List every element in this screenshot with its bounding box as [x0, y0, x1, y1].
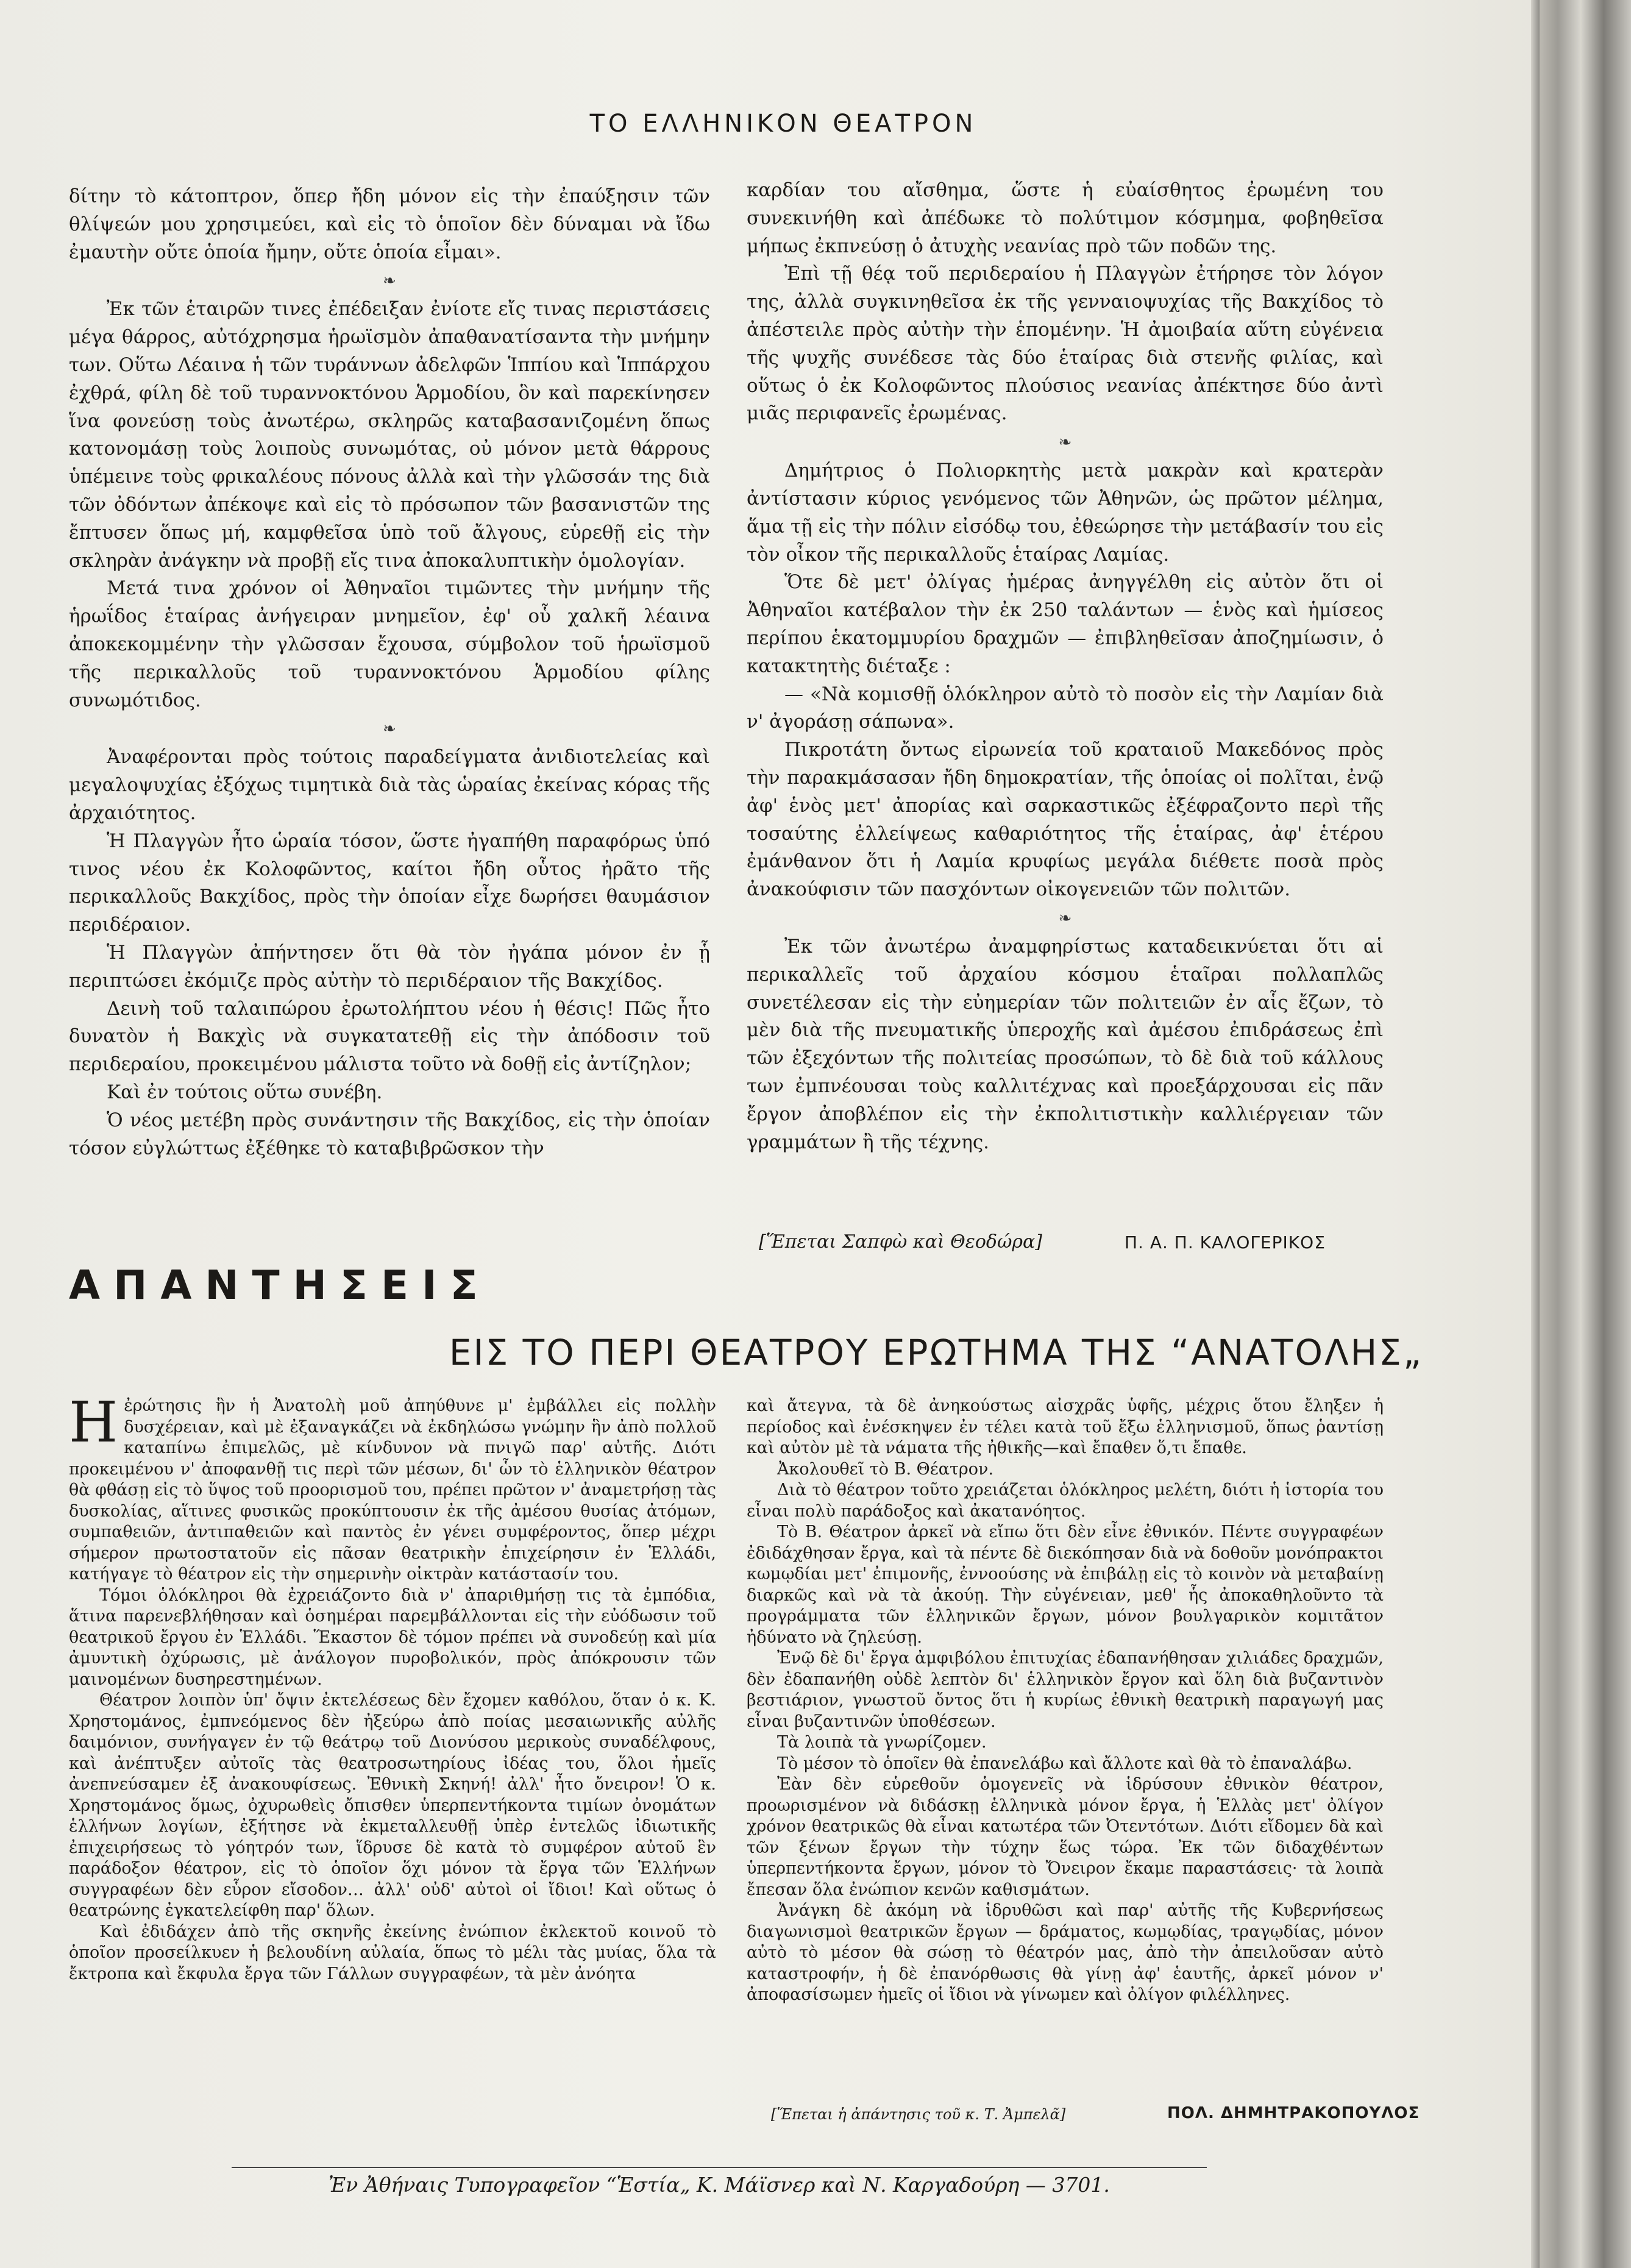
- paragraph: — «Νὰ κομισθῇ ὁλόκληρον αὐτὸ τὸ ποσὸν εἰς τὴν Λαμίαν διὰ ν' ἀγοράσῃ σάπωνα».: [747, 683, 1384, 733]
- drop-cap: Η: [69, 1390, 118, 1455]
- footer-rule: [232, 2167, 1207, 2168]
- paragraph: Δεινὴ τοῦ ταλαιπώρου ἐρωτολήπτου νέου ἡ θέσις! Πῶς ἦτο δυνατὸν ἡ Βακχὶς νὰ συγκατατεθῇ εἰς τὴν ἀπόδοσιν τοῦ περιδεραίου, προκειμένου μάλιστα τοῦτο νὰ δοθῇ εἰς ἀντίζηλον;: [69, 997, 710, 1076]
- paragraph: Ὁ νέος μετέβη πρὸς συνάντησιν τῆς Βακχίδος, εἰς τὴν ὁποίαν τόσον εὐγλώττως ἐξέθηκε τὸ καταβιβρῶσκον τὴν: [69, 1109, 710, 1159]
- author-signature: ΠΟΛ. ΔΗΜΗΤΡΑΚΟΠΟΥΛΟΣ: [1167, 2104, 1420, 2122]
- paragraph: Ἐπὶ τῇ θέᾳ τοῦ περιδεραίου ἡ Πλαγγὼν ἐτήρησε τὸν λόγον της, ἀλλὰ συγκινηθεῖσα ἐκ τῆς γενναιοψυχίας τῆς Βακχίδος τὸ ἀπέστειλε πρὸς αὐτὴν τὴν ἑπομένην. Ἡ ἀμοιβαία αὕτη εὐγένεια τῆς ψυχῆς συνέδεσε τὰς δύο ἑταίρας διὰ στενῆς φιλίας, καὶ οὕτως ὁ ἐκ Κολοφῶντος πλούσιος νεανίας ἀπέκτησε δύο ἀντὶ μιᾶς περιφανεῖς ἐρωμένας.: [747, 263, 1384, 425]
- paragraph: Πικροτάτη ὄντως εἰρωνεία τοῦ κραταιοῦ Μακεδόνος πρὸς τὴν παρακμάσασαν ἤδη δημοκρατίαν, τῆς ὁποίας οἱ πολῖται, ἐνῷ ἀφ' ἑνὸς μετ' ἀπορίας καὶ σαρκαστικῶς ἐξέφραζοντο περὶ τῆς τοσαύτης ἐλλείψεως καθαριότητος τῆς ἑταίρας, ἀφ' ἑτέρου ἐμάνθανον ὅτι ἡ Λαμία κρυφίως μεγάλα διέθετε ποσὰ πρὸς ἀνακούφισιν τῶν πασχόντων οἰκογενειῶν τῶν πολιτῶν.: [747, 739, 1384, 901]
- lower-left-column: [69, 1390, 716, 1985]
- paragraph: Ἐνῷ δὲ δι' ἔργα ἀμφιβόλου ἐπιτυχίας ἐδαπανήθησαν χιλιάδες δραχμῶν, δὲν ἐδαπανήθη οὐδὲ λεπτὸν δι' ἑλληνικὸν ἔργον καὶ ὅλη διὰ βυζαντινὸν βεστιάριον, γνωστοῦ ὄντος ὅτι ἡ κυρίως ἐθνικὴ θεατρικὴ παραγωγή μας εἶναι βυζαντινῶν ὑποθέσεων.: [747, 1649, 1384, 1731]
- paragraph: Ἀνάγκη δὲ ἀκόμη νὰ ἱδρυθῶσι καὶ παρ' αὐτῆς τῆς Κυβερνήσεως διαγωνισμοὶ θεατρικῶν ἔργων — δράματος, κωμῳδίας, τραγῳδίας, μόνον αὐτὸ τὸ μέσον θὰ σώσῃ τὸ θέατρόν μας, ἀπὸ τὴν ἀπειλοῦσαν αὐτὸ καταστροφήν, ἡ δὲ ἐπανόρθωσις θὰ γίνῃ ἀφ' ἑαυτῆς, ἀρκεῖ μόνον ν' ἀποφασίσωμεν ἠμεῖς οἱ ἴδιοι νὰ γίνωμεν καὶ ὀλίγον φιλέλληνες.: [747, 1901, 1384, 2004]
- ornament: ❧: [1058, 433, 1072, 452]
- paragraph: Τὸ μέσον τὸ ὁποῖεν θὰ ἐπανελάβω καὶ ἄλλοτε καὶ θὰ τὸ ἐπαναλάβω.: [777, 1754, 1352, 1773]
- paragraph: Τὸ Β. Θέατρον ἀρκεῖ νὰ εἴπω ὅτι δὲν εἶνε ἐθνικόν. Πέντε συγγραφέων ἐδιδάχθησαν ἔργα, καὶ τὰ πέντε δὲ διεκόπησαν διὰ νὰ δοθοῦν μονόπρακτοι κωμῳδίαι μετ' ἐπιμονῆς, ἐννοούσης νὰ ἐπιβάλῃ εἰς τὸ κοινὸν νὰ μεταβαίνῃ διαρκῶς καὶ νὰ τὰ ἀκούῃ. Τὴν εὐγένειαν, μεθ' ἧς ἀποκαθηλοῦντο τὰ προγράμματα τῶν ἑλληνικῶν ἔργων, μόνον βουλγαρικὸν κομιτᾶτον ἠδύνατο νὰ ζηλεύσῃ.: [747, 1523, 1384, 1647]
- paragraph: Θέατρον λοιπὸν ὑπ' ὄψιν ἐκτελέσεως δὲν ἔχομεν καθόλου, ὅταν ὁ κ. Κ. Χρηστομάνος, ἐμπνεόμενος δὲν ἠξεύρω ἀπὸ ποίας μεσαιωνικῆς αὐλῆς δαιμόνιον, συνήγαγεν ἐν τῷ θεάτρῳ τοῦ Διονύσου μερικοὺς συναδέλφους, καὶ ἀνέπτυξεν αὐτοῖς τὰς θεατροσωτηρίους ἰδέας του, ὅλοι ἠμεῖς ἀνεπνεύσαμεν ἐξ ἀνακουφίσεως. Ἐθνικὴ Σκηνή! ἀλλ' ἦτο ὄνειρον! Ὁ κ. Χρηστομάνος ὅμως, ὀχυρωθεὶς ὄπισθεν ὑπερπεντήκοντα τιμίων ὀνομάτων ἑλλήνων λογίων, ἐξήτησε νὰ ἐκμεταλλευθῇ ὑπὲρ ἐντελῶς ἰδιωτικῆς ἐπιχειρήσεως τὸ γόητρόν των, ἵδρυσε δὲ κατὰ τὸ συμφέρον αὐτοῦ ἓν παράδοξον θέατρον, εἰς τὸ ὁποῖον ὅχι μόνον τὰ ἔργα τῶν Ἑλλήνων συγγραφέων δὲν εὗρον εἴσοδον… ἀλλ' οὐδ' αὐτοὶ οἱ ἴδιοι! Καὶ οὕτως ὁ θεατρώνης ἐγκατελείφθη παρ' ὅλων.: [69, 1691, 716, 1920]
- paragraph: [69, 1390, 716, 1585]
- paragraph: Ἡ Πλαγγὼν ἦτο ὡραία τόσον, ὥστε ἠγαπήθη παραφόρως ὑπό τινος νέου ἐκ Κολοφῶντος, καίτοι ἤδη οὗτος ἠρᾶτο τῆς περικαλλοῦς Βακχίδος, πρὸς τὴν ὁποίαν εἶχε δωρήσει θαυμάσιον περιδέραιον.: [69, 830, 710, 936]
- paragraph: Διὰ τὸ θέατρον τοῦτο χρειάζεται ὁλόκληρος μελέτη, διότι ἡ ἱστορία του εἶναι πολὺ παράδοξος καὶ ἀκατανόητος.: [747, 1481, 1384, 1521]
- continuation-note: [Ἕπεται ἡ ἀπάντησις τοῦ κ. Τ. Ἀμπελᾶ]: [771, 2106, 1066, 2123]
- paragraph: Ἐὰν δὲν εὑρεθοῦν ὁμογενεῖς νὰ ἱδρύσουν ἐθνικὸν θέατρον, προωρισμένον νὰ διδάσκῃ ἑλληνικὰ μόνον ἔργα, ἡ Ἑλλὰς μετ' ὀλίγον χρόνον θεατρικῶς θὰ εἶναι κατωτέρα τῶν Ὀτεντότων. Διότι εἴδομεν δὰ καὶ τῶν ξένων ἔργων τὴν τύχην ἕως τώρα. Ἐκ τῶν διδαχθέντων ὑπερπεντήκοντα ἔργων, μόνον τὸ Ὄνειρον ἔκαμε παραστάσεις· τὰ λοιπὰ ἔπεσαν ὅλα ἐνώπιον κενῶν καθισμάτων.: [747, 1775, 1384, 1899]
- continuation-note: [Ἕπεται Σαπφὼ καὶ Θεοδώρα]: [759, 1231, 1043, 1253]
- paragraph: Ὅτε δὲ μετ' ὀλίγας ἡμέρας ἀνηγγέλθη εἰς αὐτὸν ὅτι οἱ Ἀθηναῖοι κατέβαλον τὴν ἐκ 250 ταλάντων — ἑνὸς καὶ ἡμίσεος περίπου ἑκατομμυρίου δραχμῶν — ἐπιβληθεῖσαν ἀποζημίωσιν, ὁ κατακτητὴς διέταξε :: [747, 571, 1384, 677]
- paragraph: Τόμοι ὁλόκληροι θὰ ἐχρειάζοντο διὰ ν' ἀπαριθμήσῃ τις τὰ ἐμπόδια, ἅτινα παρενεβλήθησαν καὶ ὁσημέραι παρεμβάλλονται εἰς τὴν εὐόδωσιν τοῦ θεατρικοῦ ἔργου ἐν Ἑλλάδι. Ἕκαστον δὲ τόμον πρέπει νὰ συνοδεύῃ καὶ μία ἀμυντικὴ ὀχύρωσις, μὲ ἀνάλογον πυροβολικόν, πρὸς ἀπόκρουσιν τῶν μαινομένων δυσηρεστημένων.: [69, 1585, 716, 1689]
- author-signature: Π. Α. Π. ΚΑΛΟΓΕΡΙΚΟΣ: [1125, 1232, 1326, 1253]
- paragraph: καρδίαν του αἴσθημα, ὥστε ἡ εὐαίσθητος ἐρωμένη του συνεκινήθη καὶ ἀπέδωκε τὸ πολύτιμον κόσμημα, φοβηθεῖσα μήπως ἐκπνεύσῃ ὁ ἀτυχὴς νεανίας πρὸ τῶν ποδῶν της.: [747, 179, 1384, 257]
- running-title: ΤΟ ΕΛΛΗΝΙΚΟΝ ΘΕΑΤΡΟΝ: [589, 110, 977, 138]
- paragraph: Ἀκολουθεῖ τὸ Β. Θέατρον.: [777, 1459, 994, 1479]
- paragraph: Καὶ ἐδιδάχεν ἀπὸ τῆς σκηνῆς ἐκείνης ἐνώπιον ἐκλεκτοῦ κοινοῦ τὸ ὁποῖον προσείλκυεν ἡ βελουδίνη αὐλαία, ὅπως τὸ μέλι τὰς μυίας, ὅλα τὰ ἔκτροπα καὶ ἔκφυλα ἔργα τῶν Γάλλων συγγραφέων, τὰ μὲν ἀνόητα: [69, 1922, 716, 1983]
- paragraph: Ἐκ τῶν ἀνωτέρω ἀναμφηρίστως καταδεικνύεται ὅτι αἱ περικαλλεῖς τοῦ ἀρχαίου κόσμου ἑταῖραι πολλαπλῶς συνετέλεσαν εἰς τὴν εὐημερίαν τῶν πολιτειῶν ἐν αἷς ἔζων, τὸ μὲν διὰ τῆς πνευματικῆς ὑπεροχῆς καὶ ἀμέσου ἐπιδράσεως ἐπὶ τῶν ἐξεχόντων τῆς πολιτείας προσώπων, τὸ δὲ διὰ τοῦ κάλλους των ἐμπνέουσαι τοὺς καλλιτέχνας καὶ προεξάρχουσαι εἰς πᾶν ἔργον ἀποβλέπον εἰς τὴν ἐκπολιτιστικὴν καλλιέργειαν τῶν γραμμάτων ἢ τῆς τέχνης.: [747, 935, 1384, 1153]
- paragraph: Καὶ ἐν τούτοις οὕτω συνέβη.: [107, 1081, 383, 1103]
- paragraph: Ἐκ τῶν ἑταιρῶν τινες ἐπέδειξαν ἐνίοτε εἴς τινας περιστάσεις μέγα θάρρος, αὐτόχρησμα ἡρωϊσμὸν ἀπαθανατίσαντα τὴν μνήμην των. Οὕτω Λέαινα ἡ τῶν τυράννων ἀδελφῶν Ἱππίου καὶ Ἱππάρχου ἐχθρά, φίλη δὲ τοῦ τυραννοκτόνου Ἁρμοδίου, ὃν καὶ παρεκίνησεν ἵνα φονεύσῃ τοὺς ἀνωτέρω, σκληρῶς καταβασανιζομένη ὅπως κατονομάσῃ τοὺς λοιποὺς συνωμότας, οὐ μόνον μετὰ θάρρους ὑπέμεινε τοὺς φρικαλέους πόνους ἀλλὰ καὶ τὴν γλῶσσάν της διὰ τῶν ὀδόντων ἀπέκοψε καὶ εἰς τὸ πρόσωπον τῶν βασανιστῶν της ἔπτυσεν ὅπως μή, καμφθεῖσα ὑπὸ τοῦ ἄλγους, εὑρεθῇ εἰς τὴν σκληρὰν ἀνάγκην νὰ προβῇ εἴς τινα ἀποκαλυπτικὴν ὁμολογίαν.: [69, 298, 710, 572]
- printer-imprint: Ἐν Ἀθήναις Τυπογραφεῖον “Ἑστία„ Κ. Μάϊσνερ καὶ Ν. Καργαδούρη — 3701.: [329, 2173, 1110, 2197]
- page-edge-shadow: [1531, 0, 1540, 2268]
- paragraph: Μετά τινα χρόνον οἱ Ἀθηναῖοι τιμῶντες τὴν μνήμην τῆς ἡρωΐδος ἑταίρας ἀνήγειραν μνημεῖον, ἐφ' οὗ χαλκῆ λέαινα ἀποκεκομμένην τὴν γλῶσσαν ἔχουσα, σύμβολον τοῦ ἡρωϊσμοῦ τῆς περικαλλοῦς τοῦ τυραννοκτόνου Ἁρμοδίου φίλης συνωμότιδος.: [69, 577, 710, 711]
- ornament: ❧: [383, 720, 396, 739]
- lower-right-column: [747, 1396, 1384, 2006]
- upper-left-column: [69, 183, 710, 1162]
- ornament: ❧: [383, 272, 396, 291]
- binding-spine: [1540, 0, 1631, 2268]
- ornament: ❧: [1058, 909, 1072, 928]
- paragraph: Ἡ Πλαγγὼν ἀπήντησεν ὅτι θὰ τὸν ἠγάπα μόνον ἐν ᾗ περιπτώσει ἐκόμιζε πρὸς αὐτὴν τὸ περιδέραιον τῆς Βακχίδος.: [69, 941, 710, 992]
- paragraph: Τὰ λοιπὰ τὰ γνωρίζομεν.: [777, 1733, 987, 1752]
- section-subtitle: ΕΙΣ ΤΟ ΠΕΡΙ ΘΕΑΤΡΟΥ ΕΡΩΤΗΜΑ ΤΗΣ “ΑΝΑΤΟΛΗΣ„: [449, 1332, 1423, 1373]
- paragraph-text: ἐρώτησις ἣν ἡ Ἀνατολὴ μοῦ ἀπηύθυνε μ' ἐμβάλλει εἰς πολλὴν δυσχέρειαν, καὶ μὲ ἐξαναγκάζει νὰ ἐκδηλώσω γνώμην ἣν ἀπὸ πολλοῦ καταπίνω ἐπιμελῶς, μὲ κίνδυνον νὰ πνιγῶ παρ' αὐτῆς. Διότι προκειμένου ν' ἀποφανθῇ τις περὶ τῶν μέσων, δι' ὧν τὸ ἑλληνικὸν θέατρον θὰ φθάσῃ εἰς τὸ ὕψος τοῦ προορισμοῦ του, πρέπει πρῶτον ν' ἀναμετρήσῃ τὰς δυσκολίας, αἵτινες φυσικῶς προκύπτουσιν ἐκ τῆς ἀμέσου θυσίας ἀτόμων, συμπαθειῶν, ἀντιπαθειῶν καὶ παντὸς ἐν γένει συμφέροντος, ὅπερ μέχρι σήμερον πρωτοστατοῦν εἰς πᾶσαν θεατρικὴν ἐπιχείρησιν ἐν Ἑλλάδι, κατήγαγε τὸ θέατρον εἰς τὴν σημερινὴν οἰκτρὰν κατάστασίν του.: [69, 1396, 716, 1584]
- paragraph: Ἀναφέρονται πρὸς τούτοις παραδείγματα ἀνιδιοτελείας καὶ μεγαλοψυχίας ἐξόχως τιμητικὰ διὰ τὰς ὡραίας ἐκείνας κόρας τῆς ἀρχαιότητος.: [69, 746, 710, 824]
- paragraph: δίτην τὸ κάτοπτρον, ὅπερ ἤδη μόνον εἰς τὴν ἐπαύξησιν τῶν θλίψεών μου χρησιμεύει, καὶ εἰς τὸ ὁποῖον δὲν δύναμαι νὰ ἴδω ἐμαυτὴν οὔτε ὁποία ἤμην, οὔτε ὁποία εἶμαι».: [69, 185, 710, 263]
- paragraph: καὶ ἄτεγνα, τὰ δὲ ἀνηκούστως αἰσχρᾶς ὑφῆς, μέχρις ὅτου ἔληξεν ἡ περίοδος καὶ ἐνέσκηψεν ἐν τέλει κατὰ τοῦ ἔξω ἑλληνισμοῦ, ὅπως ῥαντίσῃ καὶ αὐτὸν μὲ τὰ νάματα τῆς ἠθικῆς—καὶ ἔπαθεν ὅ,τι ἔπαθε.: [747, 1396, 1384, 1457]
- upper-right-column: [747, 177, 1384, 1156]
- paragraph: Δημήτριος ὁ Πολιορκητὴς μετὰ μακρὰν καὶ κρατερὰν ἀντίστασιν κύριος γενόμενος τῶν Ἀθηνῶν, ὡς πρῶτον μέλημα, ἅμα τῇ εἰς τὴν πόλιν εἰσόδῳ του, ἐθεώρησε τὴν μετάβασίν του εἰς τὸν οἶκον τῆς περικαλλοῦς ἑταίρας Λαμίας.: [747, 460, 1384, 566]
- section-title: ΑΠΑΝΤΗΣΕΙΣ: [69, 1262, 491, 1309]
